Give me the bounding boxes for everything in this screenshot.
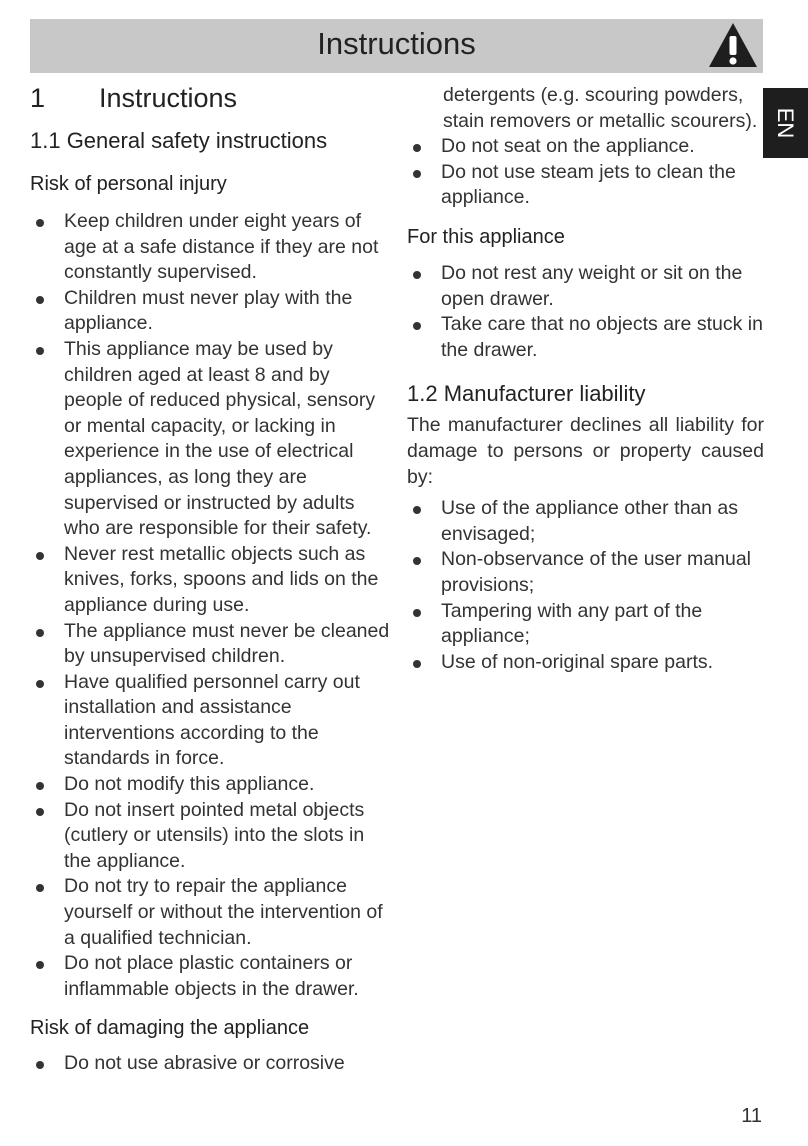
list-item: Keep children under eight years of age at a safe distance if they are not constantly supervised. — [30, 209, 390, 286]
list-item: Use of non-original spare parts. — [407, 650, 764, 676]
list-item: Do not seat on the appliance. — [407, 134, 764, 160]
header-bar — [30, 19, 763, 73]
heading-personal-injury: Risk of personal injury — [30, 173, 227, 195]
language-label: EN — [773, 107, 798, 139]
list-item: Never rest metallic objects such as knives, forks, spoons and lids on the appliance during use. — [30, 542, 390, 619]
list-item: Do not rest any weight or sit on the open drawer. — [407, 261, 764, 312]
heading-this-appliance: For this appliance — [407, 225, 565, 248]
list-item: This appliance may be used by children aged at least 8 and by people of reduced physical, sensory or mental capacity, or lacking in experience in the use of electrical appliances, as long they are supervised or instructed by adults who are responsible for their safety. — [30, 337, 390, 542]
right-column — [407, 83, 764, 675]
list-item: Do not modify this appliance. — [30, 772, 390, 798]
injury-list — [30, 209, 390, 1002]
list-item: Use of the appliance other than as envisaged; — [407, 496, 764, 547]
section-title: Instructions — [99, 83, 238, 113]
list-item: Do not use abrasive or corrosive — [30, 1051, 390, 1077]
left-column — [30, 80, 390, 1077]
damage-list — [30, 1051, 390, 1077]
warning-icon — [707, 21, 759, 69]
language-tab — [763, 88, 808, 158]
list-item: Do not use steam jets to clean the appliance. — [407, 160, 764, 211]
list-item: Tampering with any part of the appliance; — [407, 599, 764, 650]
section-heading — [30, 80, 390, 116]
liability-paragraph: The manufacturer declines all liability for damage to persons or property caused by: — [407, 414, 764, 488]
list-item-continuation: detergents (e.g. scouring powders, stain removers or metallic scourers). — [443, 84, 758, 132]
list-item: Children must never play with the appliance. — [30, 286, 390, 337]
heading-damage: Risk of damaging the appliance — [30, 1017, 310, 1040]
list-item: The appliance must never be cleaned by unsupervised children. — [30, 619, 390, 670]
list-item: Non-observance of the user manual provisions; — [407, 547, 764, 598]
page-number: 11 — [741, 1105, 762, 1127]
section-number: 1 — [30, 83, 46, 113]
appliance-list — [407, 261, 764, 363]
subsection-heading-liability: 1.2 Manufacturer liability — [407, 381, 646, 407]
subsection-heading-general: 1.1 General safety instructions — [30, 128, 328, 153]
liability-list — [407, 496, 764, 675]
list-item: Have qualified personnel carry out installation and assistance interventions according to the standards in force. — [30, 670, 390, 772]
list-item: Do not try to repair the appliance yourself or without the intervention of a qualified technician. — [30, 874, 390, 951]
list-item: Do not insert pointed metal objects (cutlery or utensils) into the slots in the appliance. — [30, 798, 390, 875]
damage-list-continued — [407, 134, 764, 211]
list-item: Do not place plastic containers or inflammable objects in the drawer. — [30, 951, 390, 1002]
list-item: Take care that no objects are stuck in the drawer. — [407, 312, 764, 363]
page-header-title: Instructions — [317, 26, 476, 61]
